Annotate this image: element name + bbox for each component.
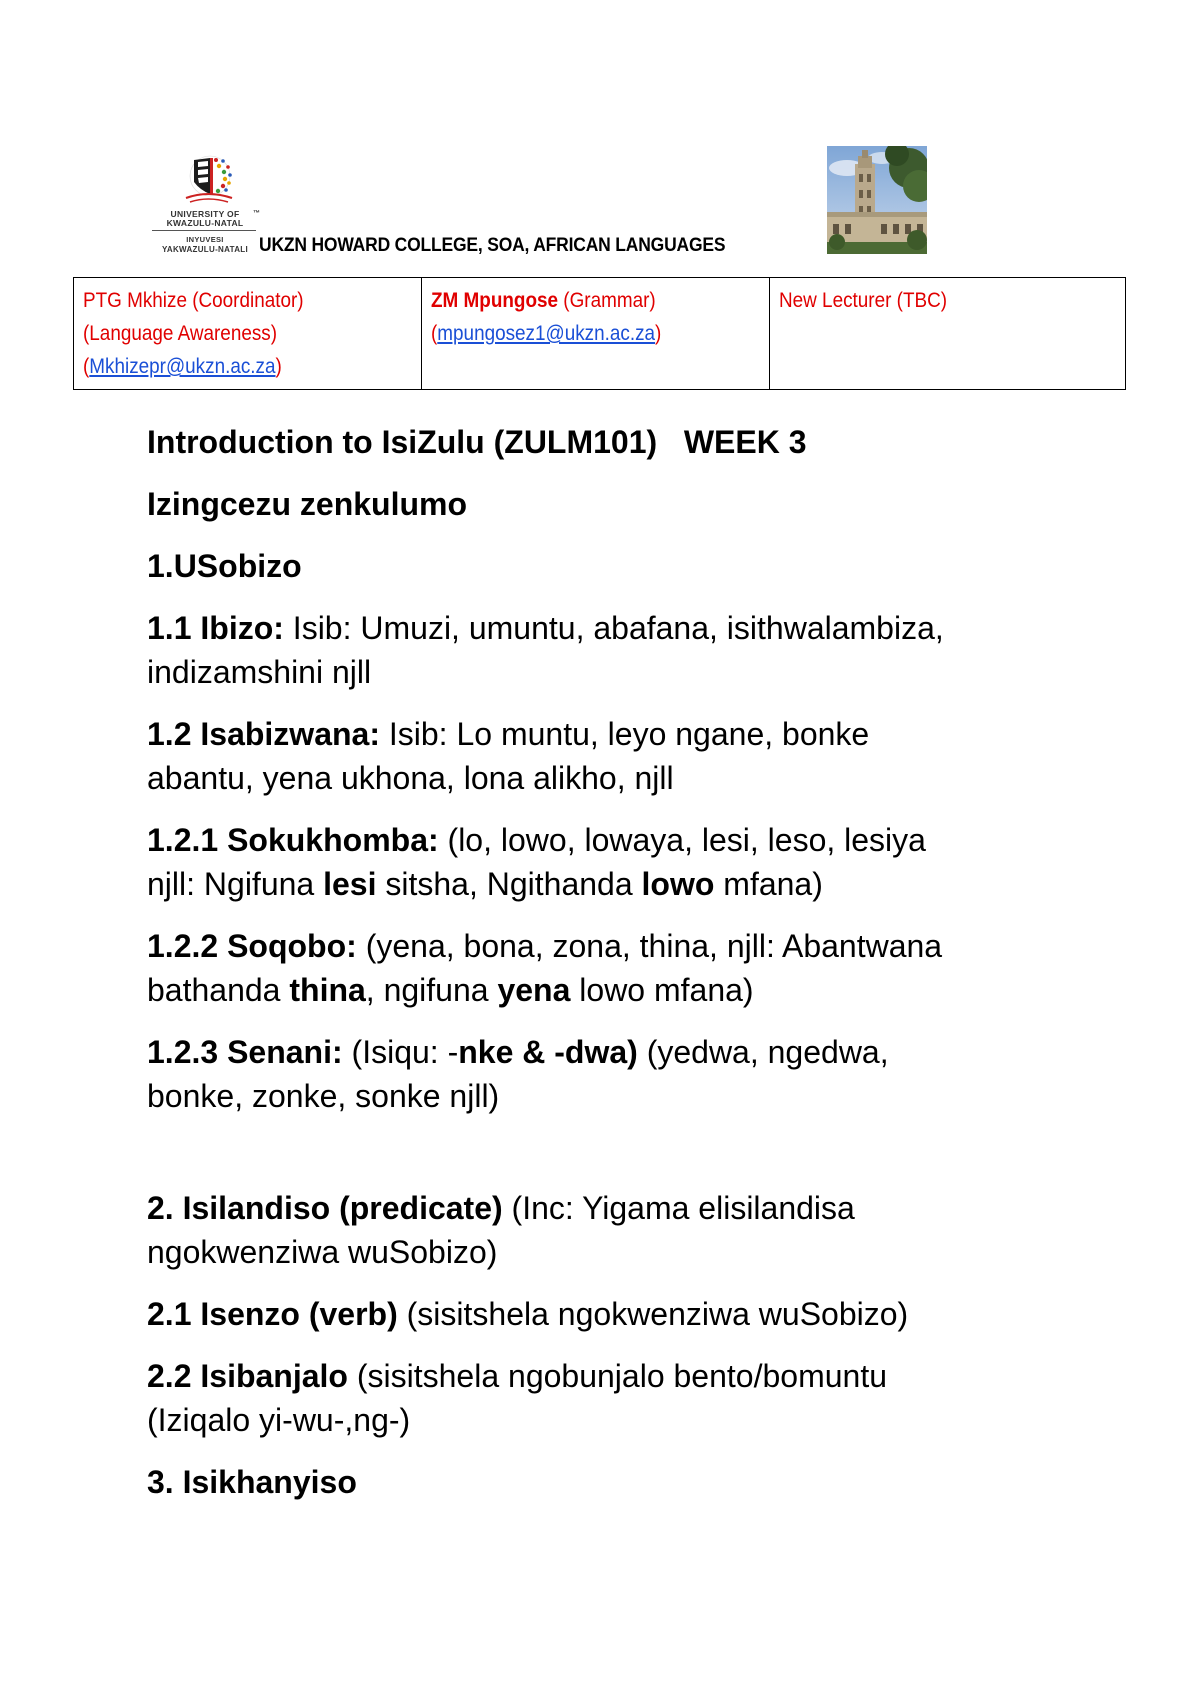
- section-1-2-3-line-2: bonke, zonke, sonke njll): [147, 1078, 500, 1114]
- section-1-2-3-stems: nke & -dwa): [458, 1034, 638, 1070]
- section-3-heading: 3. Isikhanyiso: [147, 1464, 357, 1500]
- section-1-1-label: 1.1 Ibizo:: [147, 610, 284, 646]
- section-1-2-1-line-1: [147, 818, 926, 862]
- section-1-2-1-line-2: [147, 862, 823, 906]
- new-lecturer-name: New Lecturer (TBC): [779, 289, 948, 312]
- section-2-2-line-1: [147, 1354, 887, 1398]
- grammar-email-open: (: [431, 322, 438, 345]
- section-2-1-line: [147, 1292, 908, 1336]
- document-header-title: UKZN HOWARD COLLEGE, SOA, AFRICAN LANGUAGES: [259, 235, 726, 256]
- section-1-2-2-example-thina: thina: [289, 972, 366, 1008]
- section-2-line-2: ngokwenziwa wuSobizo): [147, 1234, 498, 1270]
- section-1-2-3-line-1: [147, 1030, 889, 1074]
- coordinator-email-line: [83, 350, 379, 383]
- section-2-text-a: (Inc: Yigama elisilandisa: [502, 1190, 855, 1226]
- section-1-2-1-text-a: (lo, lowo, lowaya, lesi, leso, lesiya: [438, 822, 926, 858]
- section-1-2-3-label: 1.2.3 Senani:: [147, 1034, 343, 1070]
- staff-contact-table: [73, 277, 1126, 390]
- coordinator-role: (Language Awareness): [83, 322, 278, 345]
- ukzn-logo: [150, 152, 258, 256]
- section-1-2-1-text-b5: mfana): [714, 866, 823, 902]
- staff-row: [74, 278, 1126, 390]
- section-1-2-2-text-a: (yena, bona, zona, thina, njll: Abantwana: [356, 928, 943, 964]
- section-1-2-2-line-2: [147, 968, 754, 1012]
- course-subtitle: Izingcezu zenkulumo: [147, 486, 468, 522]
- coordinator-email-link[interactable]: Mkhizepr@ukzn.ac.za: [89, 355, 276, 378]
- logo-text-university-of: UNIVERSITY OF: [170, 209, 240, 219]
- section-2-line-1: [147, 1186, 855, 1230]
- section-1-1-text-a: Isib: Umuzi, umuntu, abafana, isithwalambiza,: [283, 610, 944, 646]
- ukzn-crest-icon: [180, 152, 236, 206]
- logo-text-yakwazulu-natali: YAKWAZULU-NATALI: [162, 245, 248, 254]
- section-1-2-1-example-lowo: lowo: [641, 866, 715, 902]
- section-1-1-line-1: [147, 606, 944, 650]
- howard-college-photo: [827, 146, 927, 254]
- section-1-2-1-text-b3: sitsha, Ngithanda: [376, 866, 642, 902]
- grammar-email-close: ): [655, 322, 662, 345]
- section-1-2-2-text-b3: , ngifuna: [365, 972, 498, 1008]
- grammar-email-link[interactable]: mpungosez1@ukzn.ac.za: [437, 322, 656, 345]
- section-1-2-2-line-1: [147, 924, 942, 968]
- section-1-2-1-label: 1.2.1 Sokukhomba:: [147, 822, 439, 858]
- section-1-2-2-text-b1: bathanda: [147, 972, 290, 1008]
- section-1-heading: 1.USobizo: [147, 548, 302, 584]
- logo-text-inyuvesi: INYUVESI: [186, 235, 224, 244]
- section-1-2-2-text-b5: lowo mfana): [570, 972, 754, 1008]
- grammar-email-line: [431, 317, 727, 350]
- staff-cell-grammar: [422, 278, 770, 390]
- section-1-2-1-text-b1: njll: Ngifuna: [147, 866, 324, 902]
- grammar-role: (Grammar): [558, 289, 656, 312]
- section-2-1-label: 2.1 Isenzo (verb): [147, 1296, 398, 1332]
- section-1-2-label: 1.2 Isabizwana:: [147, 716, 380, 752]
- staff-cell-new-lecturer: [770, 278, 1126, 390]
- section-1-2-2-label: 1.2.2 Soqobo:: [147, 928, 357, 964]
- coordinator-email-open: (: [83, 355, 90, 378]
- section-2-2-label: 2.2 Isibanjalo: [147, 1358, 348, 1394]
- coordinator-email-close: ): [275, 355, 282, 378]
- grammar-name-line: [431, 284, 727, 317]
- section-1-2-1-example-lesi: lesi: [323, 866, 377, 902]
- section-2-label: 2. Isilandiso (predicate): [147, 1190, 503, 1226]
- section-2-1-text-a: (sisitshela ngokwenziwa wuSobizo): [397, 1296, 909, 1332]
- section-1-1-line-2: indizamshini njll: [147, 654, 372, 690]
- logo-divider: [152, 230, 256, 231]
- logo-text-kwazulu-natal: KWAZULU-NATAL: [166, 218, 244, 228]
- section-1-2-line-2: abantu, yena ukhona, lona alikho, njll: [147, 760, 674, 796]
- campus-building-image-icon: [827, 146, 927, 254]
- logo-trademark: ™: [253, 210, 260, 217]
- grammar-lecturer-name: ZM Mpungose: [431, 289, 559, 312]
- coordinator-name: PTG Mkhize (Coordinator): [83, 289, 304, 312]
- section-1-2-2-example-yena: yena: [497, 972, 571, 1008]
- section-1-2-3-text-a3: (yedwa, ngedwa,: [637, 1034, 889, 1070]
- section-1-2-3-text-a1: (Isiqu: -: [342, 1034, 459, 1070]
- section-1-2-line-1: [147, 712, 869, 756]
- section-2-2-text-a: (sisitshela ngobunjalo bento/bomuntu: [347, 1358, 887, 1394]
- section-2-2-line-2: (Iziqalo yi-wu-,ng-): [147, 1402, 411, 1438]
- course-title: Introduction to IsiZulu (ZULM101) WEEK 3: [147, 424, 807, 460]
- staff-cell-coordinator: [74, 278, 422, 390]
- section-1-2-text-a: Isib: Lo muntu, leyo ngane, bonke: [379, 716, 870, 752]
